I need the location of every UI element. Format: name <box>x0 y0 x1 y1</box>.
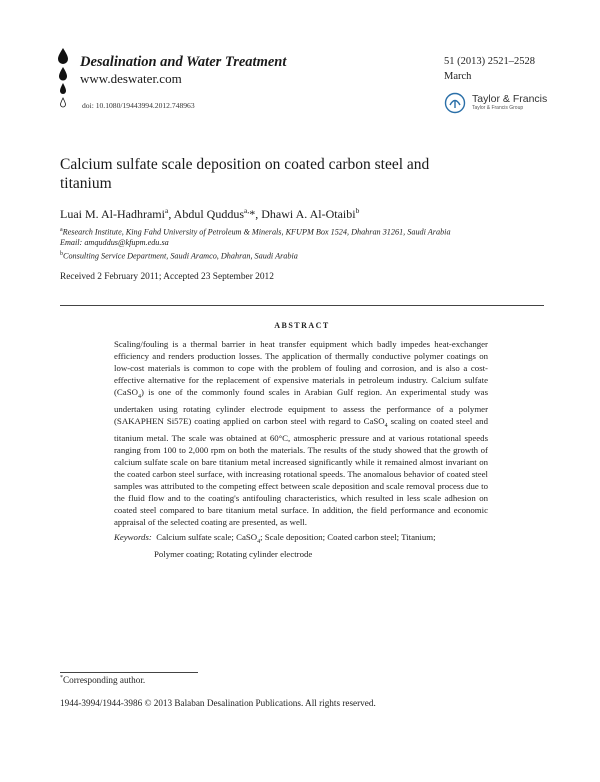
journal-title: Desalination and Water Treatment <box>80 54 287 70</box>
keywords-text: ; Scale deposition; Coated carbon steel; Titanium; <box>260 532 436 542</box>
affiliation-text: Research Institute, King Fahd University of Petroleum & Minerals, KFUPM Box 1524, Dhahran 31261, Saudi Arabia <box>62 227 451 237</box>
subscript: 4 <box>257 538 261 545</box>
footnote-text: Corresponding author. <box>63 675 146 686</box>
author-separator: , <box>168 207 174 221</box>
abstract-heading: ABSTRACT <box>274 321 330 330</box>
abstract-body <box>114 338 488 528</box>
footnote-sup: * <box>60 675 63 681</box>
journal-url[interactable]: www.deswater.com <box>80 71 182 86</box>
affiliation-a <box>60 225 480 238</box>
copyright-notice: 1944-3994/1944-3986 © 2013 Balaban Desalination Publications. All rights reserved. <box>60 698 376 708</box>
doi[interactable]: doi: 10.1080/19443994.2012.748963 <box>82 101 195 110</box>
received-dates: Received 2 February 2011; Accepted 23 September 2012 <box>60 272 274 282</box>
affiliation-sup: b <box>60 250 63 257</box>
author-list <box>60 206 359 222</box>
divider <box>60 305 544 306</box>
keywords-text: Calcium sulfate scale; CaSO <box>156 532 258 542</box>
affiliation-b <box>60 249 480 262</box>
keywords <box>114 531 488 560</box>
author-name: Dhawi A. Al-Otaibi <box>261 207 356 221</box>
author-separator: *, <box>249 207 262 221</box>
author-name: Luai M. Al-Hadhrami <box>60 207 165 221</box>
abstract-text: Scaling/fouling is a thermal barrier in heat transfer equipment which badly impedes heat-exchanger efficiency and renders production losses. The application of thermally conductive polymer coatings on low-cost materials is common to cope with the problem of fouling and corrosion, and is also a cost-effective alternative for the replacement of expensive materials in petroleum industry. Calcium sulfate (CaSO <box>114 339 488 397</box>
keywords-label: Keywords: <box>114 532 152 542</box>
journal-drops-logo <box>54 46 72 112</box>
keywords-text: Polymer coating; Rotating cylinder electrode <box>154 548 313 559</box>
affiliation-sup: a <box>60 227 63 233</box>
publisher-emblem-icon <box>444 92 466 114</box>
publisher-name: Taylor & Francis <box>472 93 548 105</box>
publisher-group: Taylor & Francis Group <box>472 105 524 111</box>
corresponding-footnote <box>60 675 145 685</box>
author-name: Abdul Quddus <box>173 207 245 221</box>
subscript: 4 <box>137 393 141 400</box>
paper-title: Calcium sulfate scale deposition on coated carbon steel and titanium <box>60 156 430 192</box>
affiliation-text: Consulting Service Department, Saudi Aramco, Dhahran, Saudi Arabia <box>63 251 298 261</box>
footnote-divider <box>60 672 198 673</box>
corresponding-email[interactable]: Email: amquddus@kfupm.edu.sa <box>60 238 169 248</box>
issue-month: March <box>444 71 472 82</box>
author-affil-sup: a <box>164 206 169 215</box>
author-affil-sup: a, <box>244 206 250 215</box>
volume-pages: 51 (2013) 2521–2528 <box>444 56 535 67</box>
subscript: 4 <box>384 422 388 429</box>
affiliations <box>60 225 480 262</box>
publisher-logo <box>444 92 554 114</box>
author-affil-sup: b <box>355 206 360 215</box>
abstract-text: ) is one of the commonly found scales in Arabian Gulf region. An experimental study was undertaken using rotating cylinder electrode equipment to assess the performance of a polymer (SAKAPHEN Si57E) coating applied on carbon steel with regard to CaSO <box>114 387 488 426</box>
abstract-text: scaling on coated steel and titanium metal. The scale was obtained at 60°C, atmospheric pressure and at various rotational speeds ranging from 100 to 2,000 rpm on both the materials. The results of the study showed that the growth of calcium sulfate scale on bare titanium metal increased significantly while it remained almost invariant on the coated carbon steel surface, with increasing rotational speeds. The anomalous behavior of coated steel samples was attributed to the competing effect between scale deposition and scale removal process due to the fluid flow and to the coating's antifouling characteristics, which resulted in less scale adhesion on coated steel compared to bare titanium metal surface. In addition, the field performance and economic appraisal of the selected coating are presented, as well. <box>114 415 488 527</box>
